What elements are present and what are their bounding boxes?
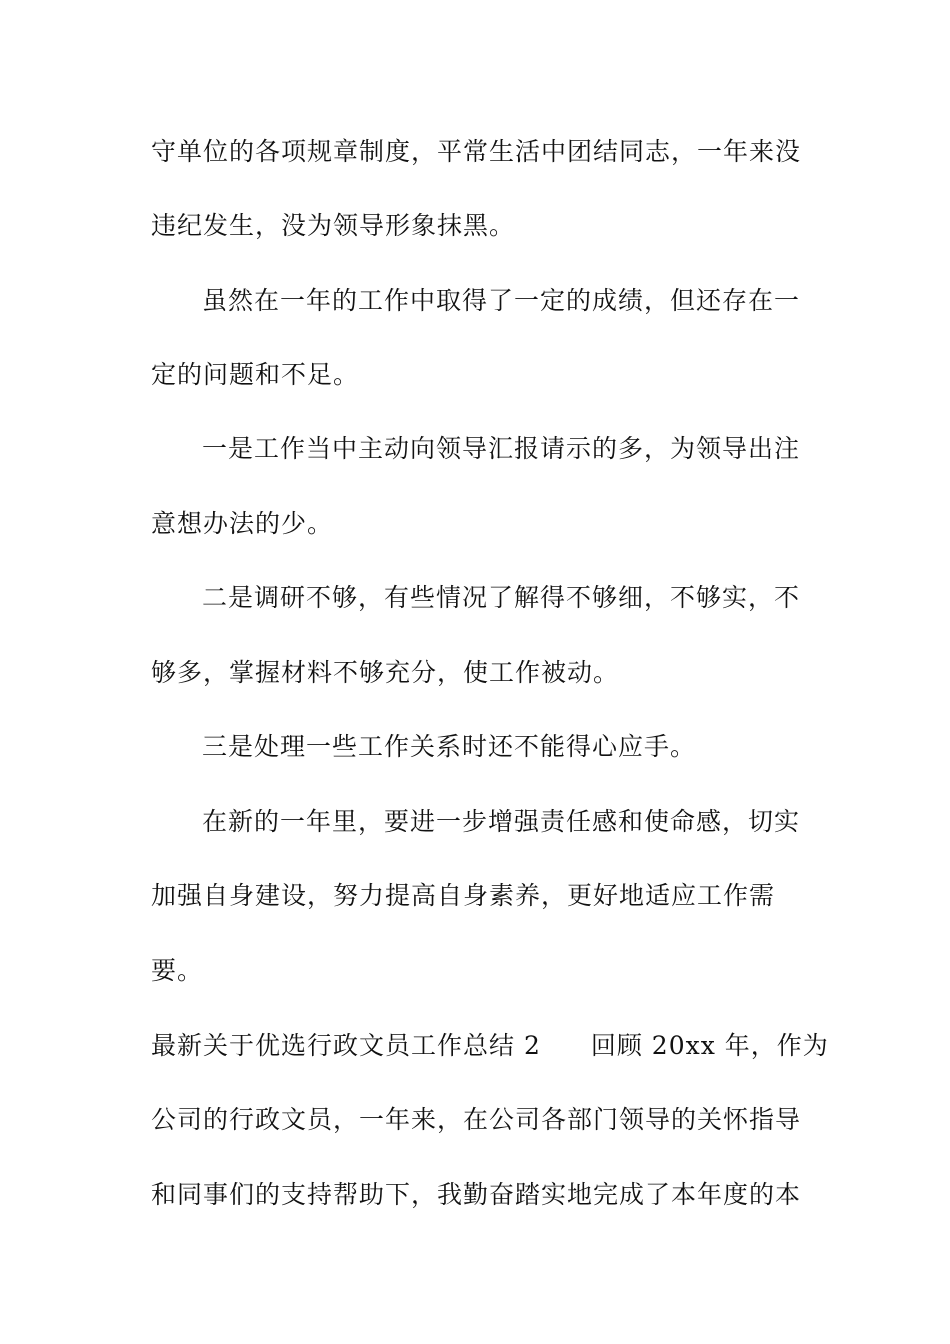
- section-intro: 回顾 20xx 年，作为: [590, 1031, 829, 1060]
- text-line: 够多，掌握材料不够充分，使工作被动。: [151, 658, 620, 687]
- text-line: 加强自身建设，努力提高自身素养，更好地适应工作需: [151, 881, 776, 910]
- text-line: 要。: [151, 956, 204, 985]
- text-line: 守单位的各项规章制度，平常生活中团结同志，一年来没: [151, 137, 802, 166]
- section-title: 最新关于优选行政文员工作总结 2: [151, 1031, 541, 1060]
- text-line: 定的问题和不足。: [151, 360, 360, 389]
- text-line: 公司的行政文员，一年来，在公司各部门领导的关怀指导: [151, 1105, 802, 1134]
- section-heading-line: [151, 1031, 829, 1061]
- text-line: 二是调研不够，有些情况了解得不够细，不够实，不: [202, 583, 801, 612]
- text-line: 违纪发生，没为领导形象抹黑。: [151, 211, 516, 240]
- text-line: 三是处理一些工作关系时还不能得心应手。: [202, 732, 697, 761]
- text-line: 在新的一年里，要进一步增强责任感和使命感，切实: [202, 807, 801, 836]
- text-line: 意想办法的少。: [151, 509, 334, 538]
- text-line: 和同事们的支持帮助下，我勤奋踏实地完成了本年度的本: [151, 1180, 802, 1209]
- text-line: 一是工作当中主动向领导汇报请示的多，为领导出注: [202, 434, 801, 463]
- text-line: 虽然在一年的工作中取得了一定的成绩，但还存在一: [202, 286, 801, 315]
